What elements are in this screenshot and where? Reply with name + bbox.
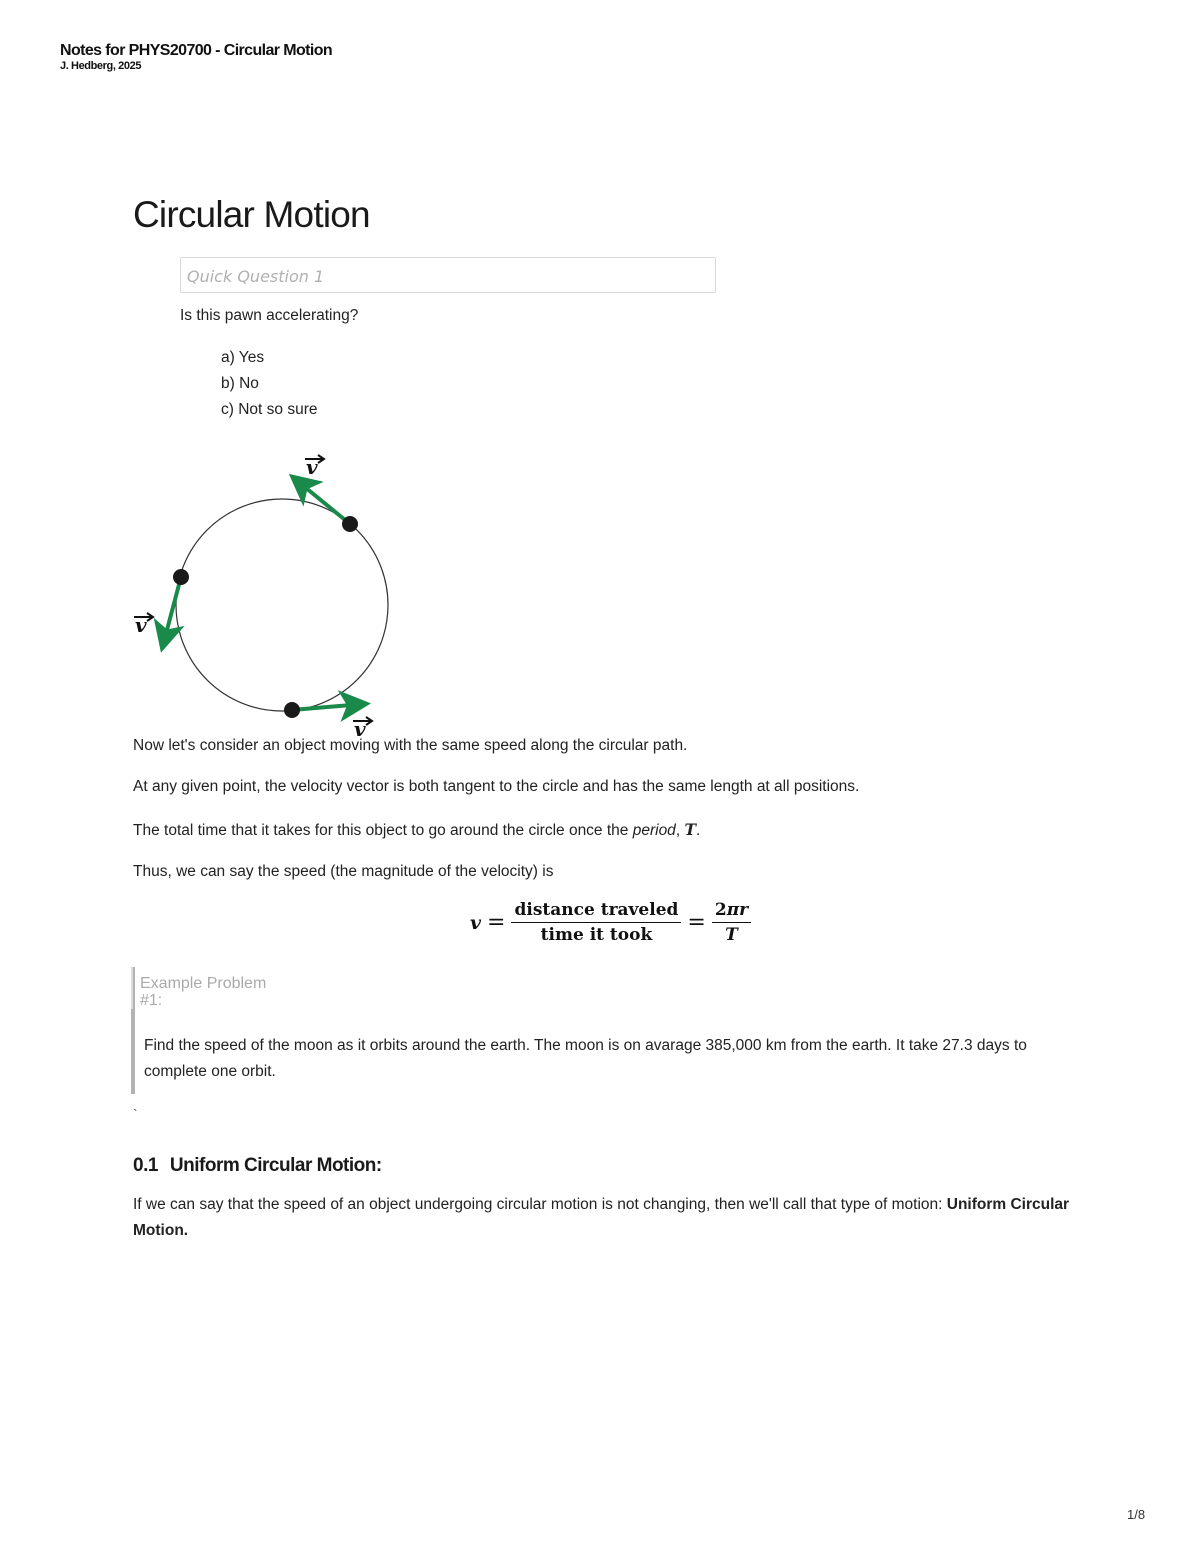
- fraction-numerator-circumference: [712, 900, 751, 923]
- paragraph-period: [133, 820, 700, 840]
- vector-label-top: v: [306, 455, 318, 479]
- paragraph-tangent: At any given point, the velocity vector is both tangent to the circle and has the same length at all positions.: [133, 778, 860, 795]
- paragraph-same-speed: Now let's consider an object moving with the same speed along the circular path.: [133, 737, 688, 754]
- circular-path: [176, 499, 388, 711]
- paragraph-speed-intro: Thus, we can say the speed (the magnitude of the velocity) is: [133, 863, 554, 880]
- callout-bar-highlight: [131, 967, 133, 1009]
- vector-label-bottom: v: [354, 717, 366, 741]
- paragraph-uniform-circular-motion: [133, 1192, 1093, 1244]
- fraction-circumference-period: [712, 900, 751, 945]
- example-title-line1: Example Problem: [140, 975, 267, 992]
- header-title: Notes for PHYS20700 - Circular Motion: [60, 42, 333, 59]
- option-b: b) No: [221, 375, 259, 392]
- section-number: 0.1: [133, 1155, 158, 1176]
- vector-label-left: v: [135, 613, 147, 637]
- speed-equation: [470, 900, 751, 945]
- numerator-two: 2: [714, 900, 727, 920]
- pawn-top: [342, 516, 358, 532]
- equation-equals-2: =: [687, 910, 706, 935]
- period-term: period: [632, 822, 676, 839]
- example-title-line2: #1:: [140, 992, 163, 1009]
- period-text-post: .: [695, 822, 701, 839]
- fraction-numerator-distance: distance traveled: [511, 900, 681, 923]
- example-body: Find the speed of the moon as it orbits around the earth. The moon is on avarage 385,000 km from the earth. It take 27.3 days to complete one orbit.: [144, 1037, 1027, 1080]
- page-number: 1/8: [1127, 1507, 1146, 1522]
- header-author: J. Hedberg, 2025: [60, 60, 142, 72]
- fraction-denominator-period: T: [725, 925, 738, 945]
- option-a: a) Yes: [221, 349, 265, 366]
- equation-lhs: v: [470, 911, 482, 934]
- quick-question-box: [180, 257, 716, 293]
- period-text-pre: The total time that it takes for this object to go around the circle once the: [133, 822, 633, 839]
- uniform-motion-text: If we can say that the speed of an object undergoing circular motion is not changing, then we'll call that type of motion:: [133, 1196, 947, 1213]
- period-symbol: T: [684, 820, 696, 839]
- question-text: Is this pawn accelerating?: [180, 307, 359, 324]
- circular-motion-diagram: [125, 445, 405, 745]
- equation-equals-1: =: [487, 910, 506, 935]
- velocity-vector-bottom: [292, 704, 363, 710]
- pawn-left: [173, 569, 189, 585]
- uniform-motion-term: Uniform Circular Motion.: [133, 1196, 1070, 1239]
- section-title: Uniform Circular Motion:: [169, 1155, 382, 1176]
- period-separator: ,: [675, 822, 685, 839]
- fraction-distance-time: [511, 900, 681, 945]
- velocity-vector-left: [163, 577, 181, 645]
- section-heading: [133, 1155, 382, 1177]
- example-problem-callout: [131, 967, 1051, 1095]
- example-title: [140, 975, 290, 1009]
- pawn-bottom: [284, 702, 300, 718]
- page-title: Circular Motion: [133, 194, 370, 235]
- fraction-denominator-time: time it took: [540, 925, 653, 945]
- option-c: c) Not so sure: [221, 401, 318, 418]
- quick-question-label: Quick Question 1: [187, 267, 325, 286]
- numerator-pi-r: πr: [726, 900, 749, 920]
- stray-mark: `: [133, 1106, 138, 1122]
